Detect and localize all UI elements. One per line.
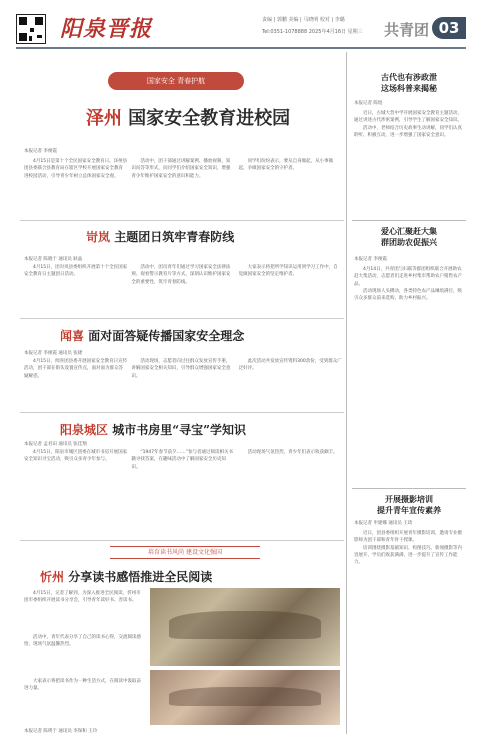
header-date: Tel:0351-1078888 2025年4月16日 星期三 bbox=[262, 29, 363, 35]
side-byline: 本报记者 李俊霞 bbox=[354, 257, 387, 262]
story-divider bbox=[20, 318, 344, 319]
story-headline bbox=[60, 421, 246, 438]
side-headline: 古代也有涉政泄 这场科普来揭秘 bbox=[381, 72, 437, 93]
story-headline bbox=[60, 327, 244, 344]
story-paragraph: 4月15日，阳泉市城区团委在城市书房开展国家安全知识寻宝活动，吸引众多青少年参与。 bbox=[24, 450, 128, 463]
story-body bbox=[24, 590, 144, 720]
lead-headline-place: 泽州 bbox=[85, 108, 122, 129]
side-paragraph: 活动现场人头攒动，各类特色农产品琳琅满目，吸引众多群众前来选购，助力乡村振兴。 bbox=[354, 288, 462, 302]
story-headline bbox=[40, 568, 212, 585]
story-byline: 本报记者 孟君田 通讯员 张佳翔 bbox=[24, 442, 87, 447]
story-paragraph: 活动现场，志愿者向过往群众发放宣传手册，讲解国家安全相关知识，引导群众增强国家安全意识。 bbox=[131, 359, 231, 379]
story-paragraph: 此次活动共发放宣传资料300余份，受到群众广泛好评。 bbox=[238, 359, 342, 372]
side-paragraph: 近日，团县委组织开展青年摄影培训，邀请专业摄影师为团干部和青年骨干授课。 bbox=[354, 531, 462, 544]
story-paragraph: 活动中，青年代表分享了自己的读书心得，交流阅读感悟，现场气氛温馨热烈。 bbox=[24, 635, 141, 648]
story-headline bbox=[86, 228, 234, 245]
story-byline: 本报记者 陈晓于 通讯员 耿晶 bbox=[24, 257, 83, 262]
story-byline: 本报记者 李俊霞 通讯员 张捷 bbox=[24, 351, 83, 356]
side-headline: 爱心汇聚赶大集 群团助农促振兴 bbox=[381, 226, 437, 247]
side-body bbox=[354, 110, 466, 194]
lead-headline-text: 国家安全教育进校园 bbox=[128, 108, 291, 129]
story-divider bbox=[20, 220, 344, 221]
story-place: 忻州 bbox=[40, 570, 65, 584]
side-body bbox=[354, 266, 466, 476]
photo-group bbox=[150, 588, 340, 725]
story-paragraph: “1947年春节前夕……”参与者通过阅读相关书籍寻找答案，在趣味活动中了解国家安全历史知识。 bbox=[131, 450, 233, 470]
story-body bbox=[24, 358, 342, 414]
story-body bbox=[24, 449, 342, 501]
story-paragraph: 4月15日，团岢岚县委组织开展第十个全民国家安全教育日主题团日活动。 bbox=[24, 265, 128, 278]
reading-photo bbox=[150, 670, 340, 725]
story-place: 岢岚 bbox=[86, 230, 111, 244]
header-rule bbox=[16, 47, 466, 49]
side-byline: 本报记者 陈煜 bbox=[354, 101, 383, 106]
masthead: 阳泉晋报 bbox=[60, 16, 153, 42]
side-paragraph: 近日，古城大营中学开展国家安全教育主题活动，通过讲述古代涉密案例，引导学生了解国家安全知识。 bbox=[354, 111, 462, 124]
story-paragraph: 大家表示将把读书作为一种生活方式，在阅读中汲取奋进力量。 bbox=[24, 679, 141, 692]
lead-headline bbox=[28, 104, 348, 130]
qr-code-icon bbox=[16, 14, 46, 44]
lead-byline: 本报记者 李俊霞 bbox=[24, 149, 57, 154]
side-byline: 本报记者 申建娜 通讯员 王琦 bbox=[354, 521, 413, 526]
story-paragraph: 4月15日，记者了解到，为深入推进全民阅读，忻州市团市委组织开展读书分享会，引导青年读好书、善读书。 bbox=[24, 591, 141, 604]
side-body bbox=[354, 530, 466, 730]
topic-banner: 国家安全 青春护航 bbox=[108, 72, 244, 90]
story-divider bbox=[20, 412, 344, 413]
story-headline-text: 城市书房里“寻宝”学知识 bbox=[112, 423, 247, 437]
reading-photo bbox=[150, 588, 340, 666]
side-paragraph: 4月14日，共青团与妇联等群团组织联合开展助农赶大集活动，志愿者们走进乡村集市帮助农户销售农产品。 bbox=[354, 267, 462, 287]
story-headline-text: 面对面答疑传播国家安全理念 bbox=[88, 329, 245, 343]
side-divider bbox=[352, 488, 466, 489]
lead-body bbox=[24, 158, 342, 216]
story-place: 阳泉城区 bbox=[60, 423, 109, 437]
lead-paragraph: 活动中，团干部通过讲解案例、播放视频、知识问答等形式，向同学们介绍国家安全知识，增强青少年维护国家安全的意识和能力。 bbox=[131, 159, 231, 179]
story-body bbox=[24, 264, 342, 312]
column-divider bbox=[346, 52, 347, 734]
story-paragraph: 大家表示将把所学知识运用到学习工作中，自觉做国家安全的坚定维护者。 bbox=[238, 265, 338, 278]
story-paragraph: 活动现场气氛热烈，青少年们表示收获颇丰。 bbox=[247, 450, 338, 455]
story-paragraph: 活动中，团员青年们通过学习国家安全法律法规、观看警示教育片等方式，深刻认识维护国家安全的重要性，筑牢青春防线。 bbox=[131, 265, 231, 285]
header-credits: 责编 | 郭鹏 美编 | 马晓明 校对 | 李璐 bbox=[262, 17, 345, 23]
side-headline: 开展摄影培训 提升青年宣传素养 bbox=[377, 494, 441, 515]
section-name: 共青团 bbox=[384, 21, 430, 39]
page-number-badge: 03 bbox=[432, 17, 466, 39]
story-headline-text: 分享读书感悟推进全民阅读 bbox=[68, 570, 213, 584]
side-divider bbox=[352, 220, 466, 221]
story-headline-text: 主题团日筑牢青春防线 bbox=[114, 230, 235, 244]
side-paragraph: 培训围绕摄影基础知识、构图技巧、新闻摄影等内容展开，学员们收获满满，进一步提升了宣传工作能力。 bbox=[354, 545, 462, 566]
story-place: 闻喜 bbox=[60, 329, 85, 343]
story-paragraph: 4月15日，闻喜团县委开展国家安全教育日宣传活动，团干部在街头设置宣传点，面对面为群众答疑解惑。 bbox=[24, 359, 128, 379]
lead-paragraph: 4月15日是第十个全民国家安全教育日。泽州县团县委联合县教育局在辖区学校开展国家安全教育进校园活动，引导青少年树立总体国家安全观。 bbox=[24, 159, 128, 179]
lead-paragraph: 同学们纷纷表示，要从自身做起，从小事做起，争做国家安全的守护者。 bbox=[238, 159, 334, 172]
story-divider bbox=[20, 540, 344, 541]
reading-banner: 培育读书风尚 建设文化强国 bbox=[110, 546, 260, 559]
side-paragraph: 活动中，老师结合历史故事生动讲解，同学们认真聆听、积极互动，进一步增强了国家安全意识。 bbox=[354, 125, 462, 138]
story-byline: 本报记者 陈瑛于 通讯员 李保和 王玲 bbox=[24, 729, 98, 734]
